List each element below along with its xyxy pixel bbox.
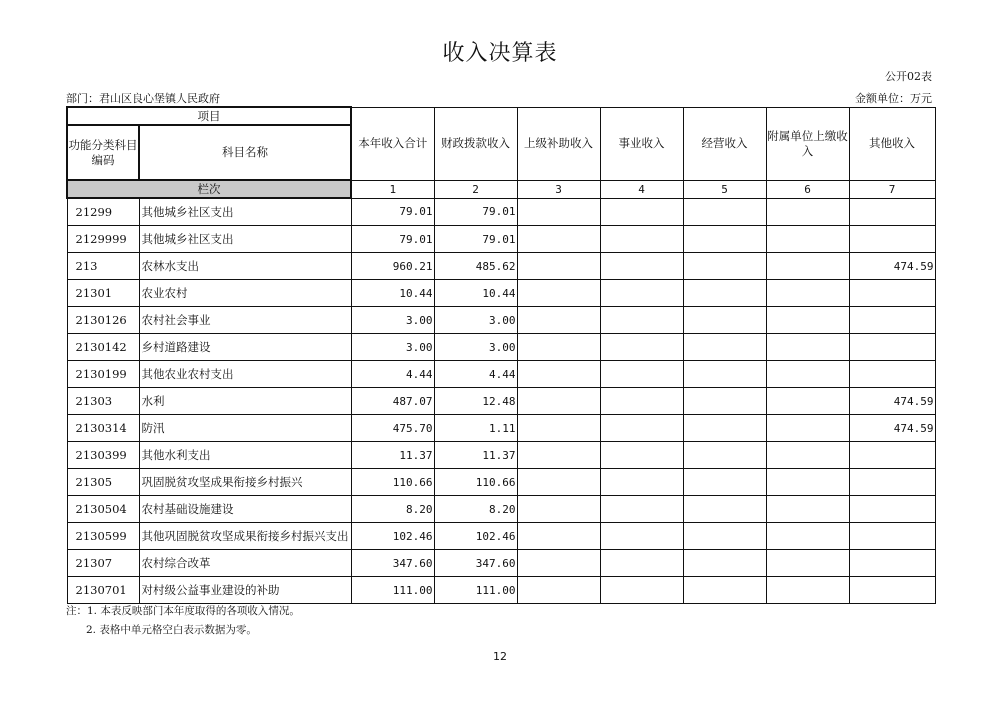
item-header: 项目 (67, 107, 351, 125)
amount-cell (766, 577, 849, 604)
amount-cell (517, 442, 600, 469)
amount-cell (766, 280, 849, 307)
note-2: 2. 表格中单元格空白表示数据为零。 (86, 624, 257, 636)
amount-cell (849, 280, 935, 307)
amount-cell (517, 415, 600, 442)
amount-cell (683, 334, 766, 361)
amount-cell: 79.01 (351, 198, 434, 226)
amount-cell (600, 226, 683, 253)
col-number: 2 (434, 180, 517, 198)
amount-cell: 11.37 (351, 442, 434, 469)
amount-cell (600, 550, 683, 577)
func-code-cell: 2130314 (67, 415, 139, 442)
amount-cell (600, 253, 683, 280)
form-number: 公开02表 (885, 70, 932, 83)
amount-cell (517, 198, 600, 226)
amount-cell (849, 307, 935, 334)
amount-cell: 347.60 (351, 550, 434, 577)
amount-cell (600, 280, 683, 307)
subject-name-cell: 其他水利支出 (139, 442, 351, 469)
amount-cell (766, 469, 849, 496)
col-number: 5 (683, 180, 766, 198)
subject-name-cell: 其他巩固脱贫攻坚成果衔接乡村振兴支出 (139, 523, 351, 550)
amount-cell (683, 577, 766, 604)
amount-cell (849, 442, 935, 469)
func-code-cell: 2130504 (67, 496, 139, 523)
func-code-cell: 21303 (67, 388, 139, 415)
func-code-cell: 2130142 (67, 334, 139, 361)
subject-name-cell: 农业农村 (139, 280, 351, 307)
amount-cell: 10.44 (434, 280, 517, 307)
amount-cell (766, 496, 849, 523)
amount-cell (600, 334, 683, 361)
amount-cell (517, 280, 600, 307)
amount-cell: 10.44 (351, 280, 434, 307)
notes (66, 602, 300, 640)
func-code-cell: 21301 (67, 280, 139, 307)
amount-cell (683, 550, 766, 577)
table-row (67, 469, 935, 496)
subject-name-cell: 其他城乡社区支出 (139, 198, 351, 226)
income-table (66, 106, 936, 604)
table-row (67, 442, 935, 469)
amount-cell (766, 334, 849, 361)
amount-cell: 4.44 (434, 361, 517, 388)
amount-cell (517, 496, 600, 523)
amount-cell (766, 361, 849, 388)
amount-cell (683, 442, 766, 469)
amount-cell (849, 496, 935, 523)
table-row (67, 253, 935, 280)
amount-cell: 111.00 (351, 577, 434, 604)
header-row-column-numbers (67, 180, 935, 198)
table-row (67, 496, 935, 523)
amount-cell (683, 496, 766, 523)
amount-cell (766, 253, 849, 280)
amount-cell (849, 361, 935, 388)
amount-cell (766, 307, 849, 334)
func-code-cell: 2129999 (67, 226, 139, 253)
amount-cell: 474.59 (849, 388, 935, 415)
subject-name-cell: 水利 (139, 388, 351, 415)
amount-cell (517, 388, 600, 415)
amount-cell (849, 226, 935, 253)
amount-cell: 3.00 (434, 307, 517, 334)
amount-cell (683, 361, 766, 388)
amount-cell (517, 334, 600, 361)
amount-cell: 347.60 (434, 550, 517, 577)
table-row (67, 388, 935, 415)
amount-cell (600, 469, 683, 496)
amount-cell: 8.20 (434, 496, 517, 523)
table-row (67, 280, 935, 307)
col-header-other: 其他收入 (849, 107, 935, 180)
amount-cell (517, 361, 600, 388)
amount-cell: 475.70 (351, 415, 434, 442)
amount-cell (517, 577, 600, 604)
amount-cell (849, 198, 935, 226)
table-row (67, 361, 935, 388)
func-code-cell: 21307 (67, 550, 139, 577)
amount-unit-label: 金额单位：万元 (855, 92, 932, 105)
amount-cell: 79.01 (434, 198, 517, 226)
amount-cell (517, 307, 600, 334)
amount-cell (517, 550, 600, 577)
header-row-item (67, 107, 935, 125)
table-row (67, 577, 935, 604)
table-row (67, 226, 935, 253)
amount-cell: 11.37 (434, 442, 517, 469)
amount-cell: 79.01 (351, 226, 434, 253)
amount-cell (683, 469, 766, 496)
amount-cell: 474.59 (849, 253, 935, 280)
col-number: 4 (600, 180, 683, 198)
col-number: 6 (766, 180, 849, 198)
amount-cell (600, 577, 683, 604)
func-code-cell: 2130199 (67, 361, 139, 388)
func-code-cell: 213 (67, 253, 139, 280)
amount-cell: 960.21 (351, 253, 434, 280)
amount-cell (600, 198, 683, 226)
amount-cell (600, 523, 683, 550)
amount-cell (683, 307, 766, 334)
func-code-cell: 2130701 (67, 577, 139, 604)
amount-cell (517, 226, 600, 253)
func-code-cell: 2130126 (67, 307, 139, 334)
subject-name-cell: 防汛 (139, 415, 351, 442)
amount-cell: 487.07 (351, 388, 434, 415)
amount-cell (683, 415, 766, 442)
amount-cell: 79.01 (434, 226, 517, 253)
amount-cell: 102.46 (351, 523, 434, 550)
table-row (67, 198, 935, 226)
amount-cell: 474.59 (849, 415, 935, 442)
table-row (67, 523, 935, 550)
amount-cell (600, 415, 683, 442)
col-number: 3 (517, 180, 600, 198)
subject-name-cell: 农村社会事业 (139, 307, 351, 334)
amount-cell (766, 226, 849, 253)
col-header-operating: 经营收入 (683, 107, 766, 180)
col-header-superior: 上级补助收入 (517, 107, 600, 180)
subject-name-cell: 农林水支出 (139, 253, 351, 280)
subject-name-cell: 对村级公益事业建设的补助 (139, 577, 351, 604)
amount-cell (517, 253, 600, 280)
page-title: 收入决算表 (442, 41, 558, 66)
amount-cell (766, 388, 849, 415)
col-header-affiliated: 附属单位上缴收入 (766, 107, 849, 180)
row-label-header: 栏次 (67, 180, 351, 198)
table-row (67, 550, 935, 577)
amount-cell (683, 280, 766, 307)
amount-cell (600, 388, 683, 415)
amount-cell: 485.62 (434, 253, 517, 280)
subject-name-header: 科目名称 (139, 125, 351, 180)
amount-cell (766, 415, 849, 442)
amount-cell (600, 361, 683, 388)
amount-cell (683, 253, 766, 280)
amount-cell: 1.11 (434, 415, 517, 442)
amount-cell (849, 550, 935, 577)
amount-cell (600, 307, 683, 334)
table-row (67, 334, 935, 361)
subject-name-cell: 农村基础设施建设 (139, 496, 351, 523)
col-header-business: 事业收入 (600, 107, 683, 180)
amount-cell (766, 550, 849, 577)
amount-cell (849, 334, 935, 361)
func-code-cell: 2130599 (67, 523, 139, 550)
note-1: 注：1. 本表反映部门本年度取得的各项收入情况。 (66, 605, 300, 617)
amount-cell (766, 523, 849, 550)
amount-cell: 8.20 (351, 496, 434, 523)
col-header-total: 本年收入合计 (351, 107, 434, 180)
amount-cell (766, 442, 849, 469)
amount-cell: 4.44 (351, 361, 434, 388)
amount-cell: 3.00 (351, 334, 434, 361)
table-row (67, 307, 935, 334)
page-number: 12 (493, 650, 507, 663)
amount-cell (849, 469, 935, 496)
subject-name-cell: 巩固脱贫攻坚成果衔接乡村振兴 (139, 469, 351, 496)
table-row (67, 415, 935, 442)
amount-cell (683, 523, 766, 550)
subject-name-cell: 其他城乡社区支出 (139, 226, 351, 253)
amount-cell (683, 198, 766, 226)
amount-cell (849, 577, 935, 604)
amount-cell (766, 198, 849, 226)
col-header-fiscal: 财政拨款收入 (434, 107, 517, 180)
amount-cell (600, 442, 683, 469)
amount-cell (517, 469, 600, 496)
amount-cell: 12.48 (434, 388, 517, 415)
col-number: 7 (849, 180, 935, 198)
amount-cell (683, 226, 766, 253)
amount-cell: 110.66 (351, 469, 434, 496)
amount-cell: 110.66 (434, 469, 517, 496)
amount-cell (683, 388, 766, 415)
amount-cell (517, 523, 600, 550)
subject-name-cell: 其他农业农村支出 (139, 361, 351, 388)
func-code-cell: 2130399 (67, 442, 139, 469)
amount-cell: 111.00 (434, 577, 517, 604)
amount-cell: 102.46 (434, 523, 517, 550)
col-number: 1 (351, 180, 434, 198)
amount-cell: 3.00 (351, 307, 434, 334)
amount-cell: 3.00 (434, 334, 517, 361)
subject-name-cell: 农村综合改革 (139, 550, 351, 577)
amount-cell (849, 523, 935, 550)
func-code-header: 功能分类科目编码 (67, 125, 139, 180)
department-label: 部门：君山区良心堡镇人民政府 (66, 92, 220, 105)
func-code-cell: 21299 (67, 198, 139, 226)
subject-name-cell: 乡村道路建设 (139, 334, 351, 361)
func-code-cell: 21305 (67, 469, 139, 496)
amount-cell (600, 496, 683, 523)
